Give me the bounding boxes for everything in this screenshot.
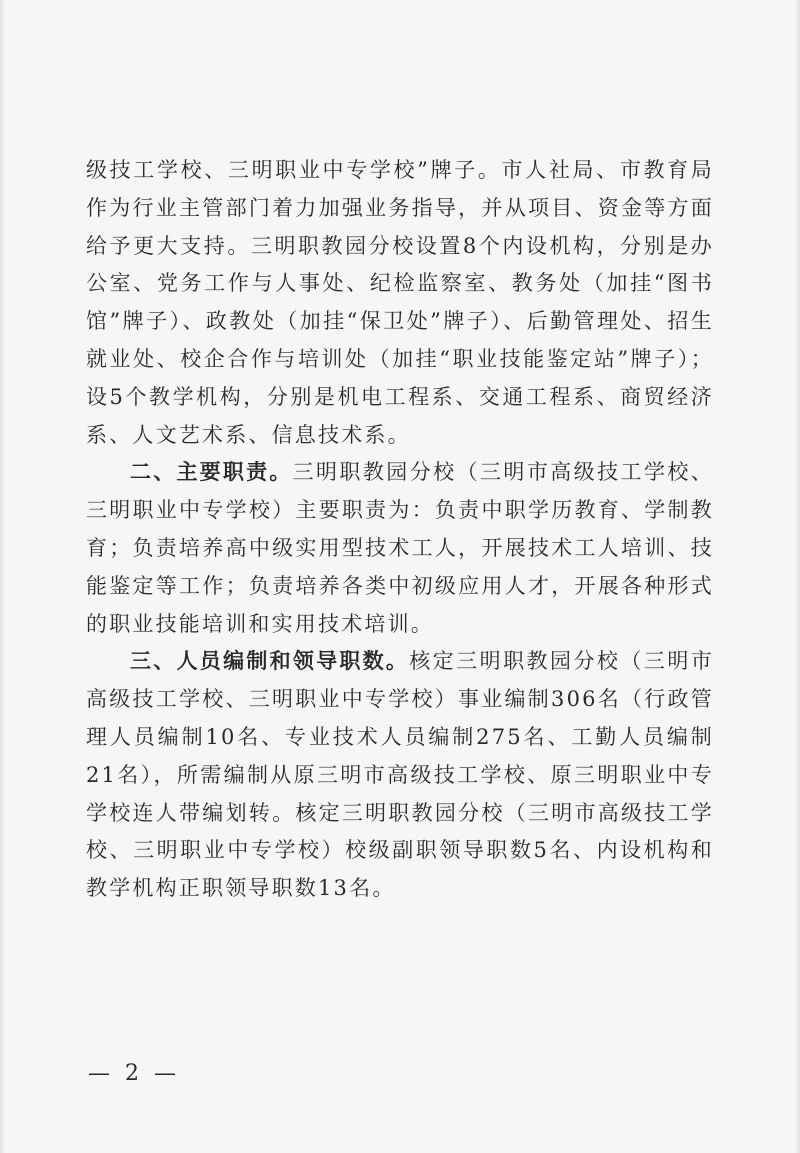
page-edge-right xyxy=(794,0,800,1153)
page-number: — 2 — xyxy=(88,1061,180,1086)
heading-staffing: 三、人员编制和领导职数。 xyxy=(130,649,410,674)
document-body xyxy=(86,152,714,908)
page-edge-left xyxy=(0,0,6,1153)
paragraph-main-duties xyxy=(86,454,714,643)
staffing-body: 核定三明职教园分校（三明市高级技工学校、三明职业中专学校）事业编制306名（行政管理人员编制10名、专业技术人员编制275名、工勤人员编制21名），所需编制从原三明市高级技工学校、原三明职业中专学校连人带编划转。核定三明职教园分校（三明市高级技工学校、三明职业中专学校）校级副职领导职数5名、内设机构和教学机构正职领导职数13名。 xyxy=(86,649,714,901)
main-duties-body: 三明职教园分校（三明市高级技工学校、三明职业中专学校）主要职责为：负责中职学历教育、学制教育；负责培养高中级实用型技术工人，开展技术工人培训、技能鉴定等工作；负责培养各类中初级应用人才，开展各种形式的职业技能培训和实用技术培训。 xyxy=(86,460,714,636)
heading-main-duties: 二、主要职责。 xyxy=(130,460,293,485)
paragraph-staffing xyxy=(86,643,714,908)
paragraph-continuation: 级技工学校、三明职业中专学校”牌子。市人社局、市教育局作为行业主管部门着力加强业务指导，并从项目、资金等方面给予更大支持。三明职教园分校设置8个内设机构，分别是办公室、党务工作与人事处、纪检监察室、教务处（加挂“图书馆”牌子）、政教处（加挂“保卫处”牌子）、后勤管理处、招生就业处、校企合作与培训处（加挂“职业技能鉴定站”牌子）；设5个教学机构，分别是机电工程系、交通工程系、商贸经济系、人文艺术系、信息技术系。 xyxy=(86,158,714,447)
